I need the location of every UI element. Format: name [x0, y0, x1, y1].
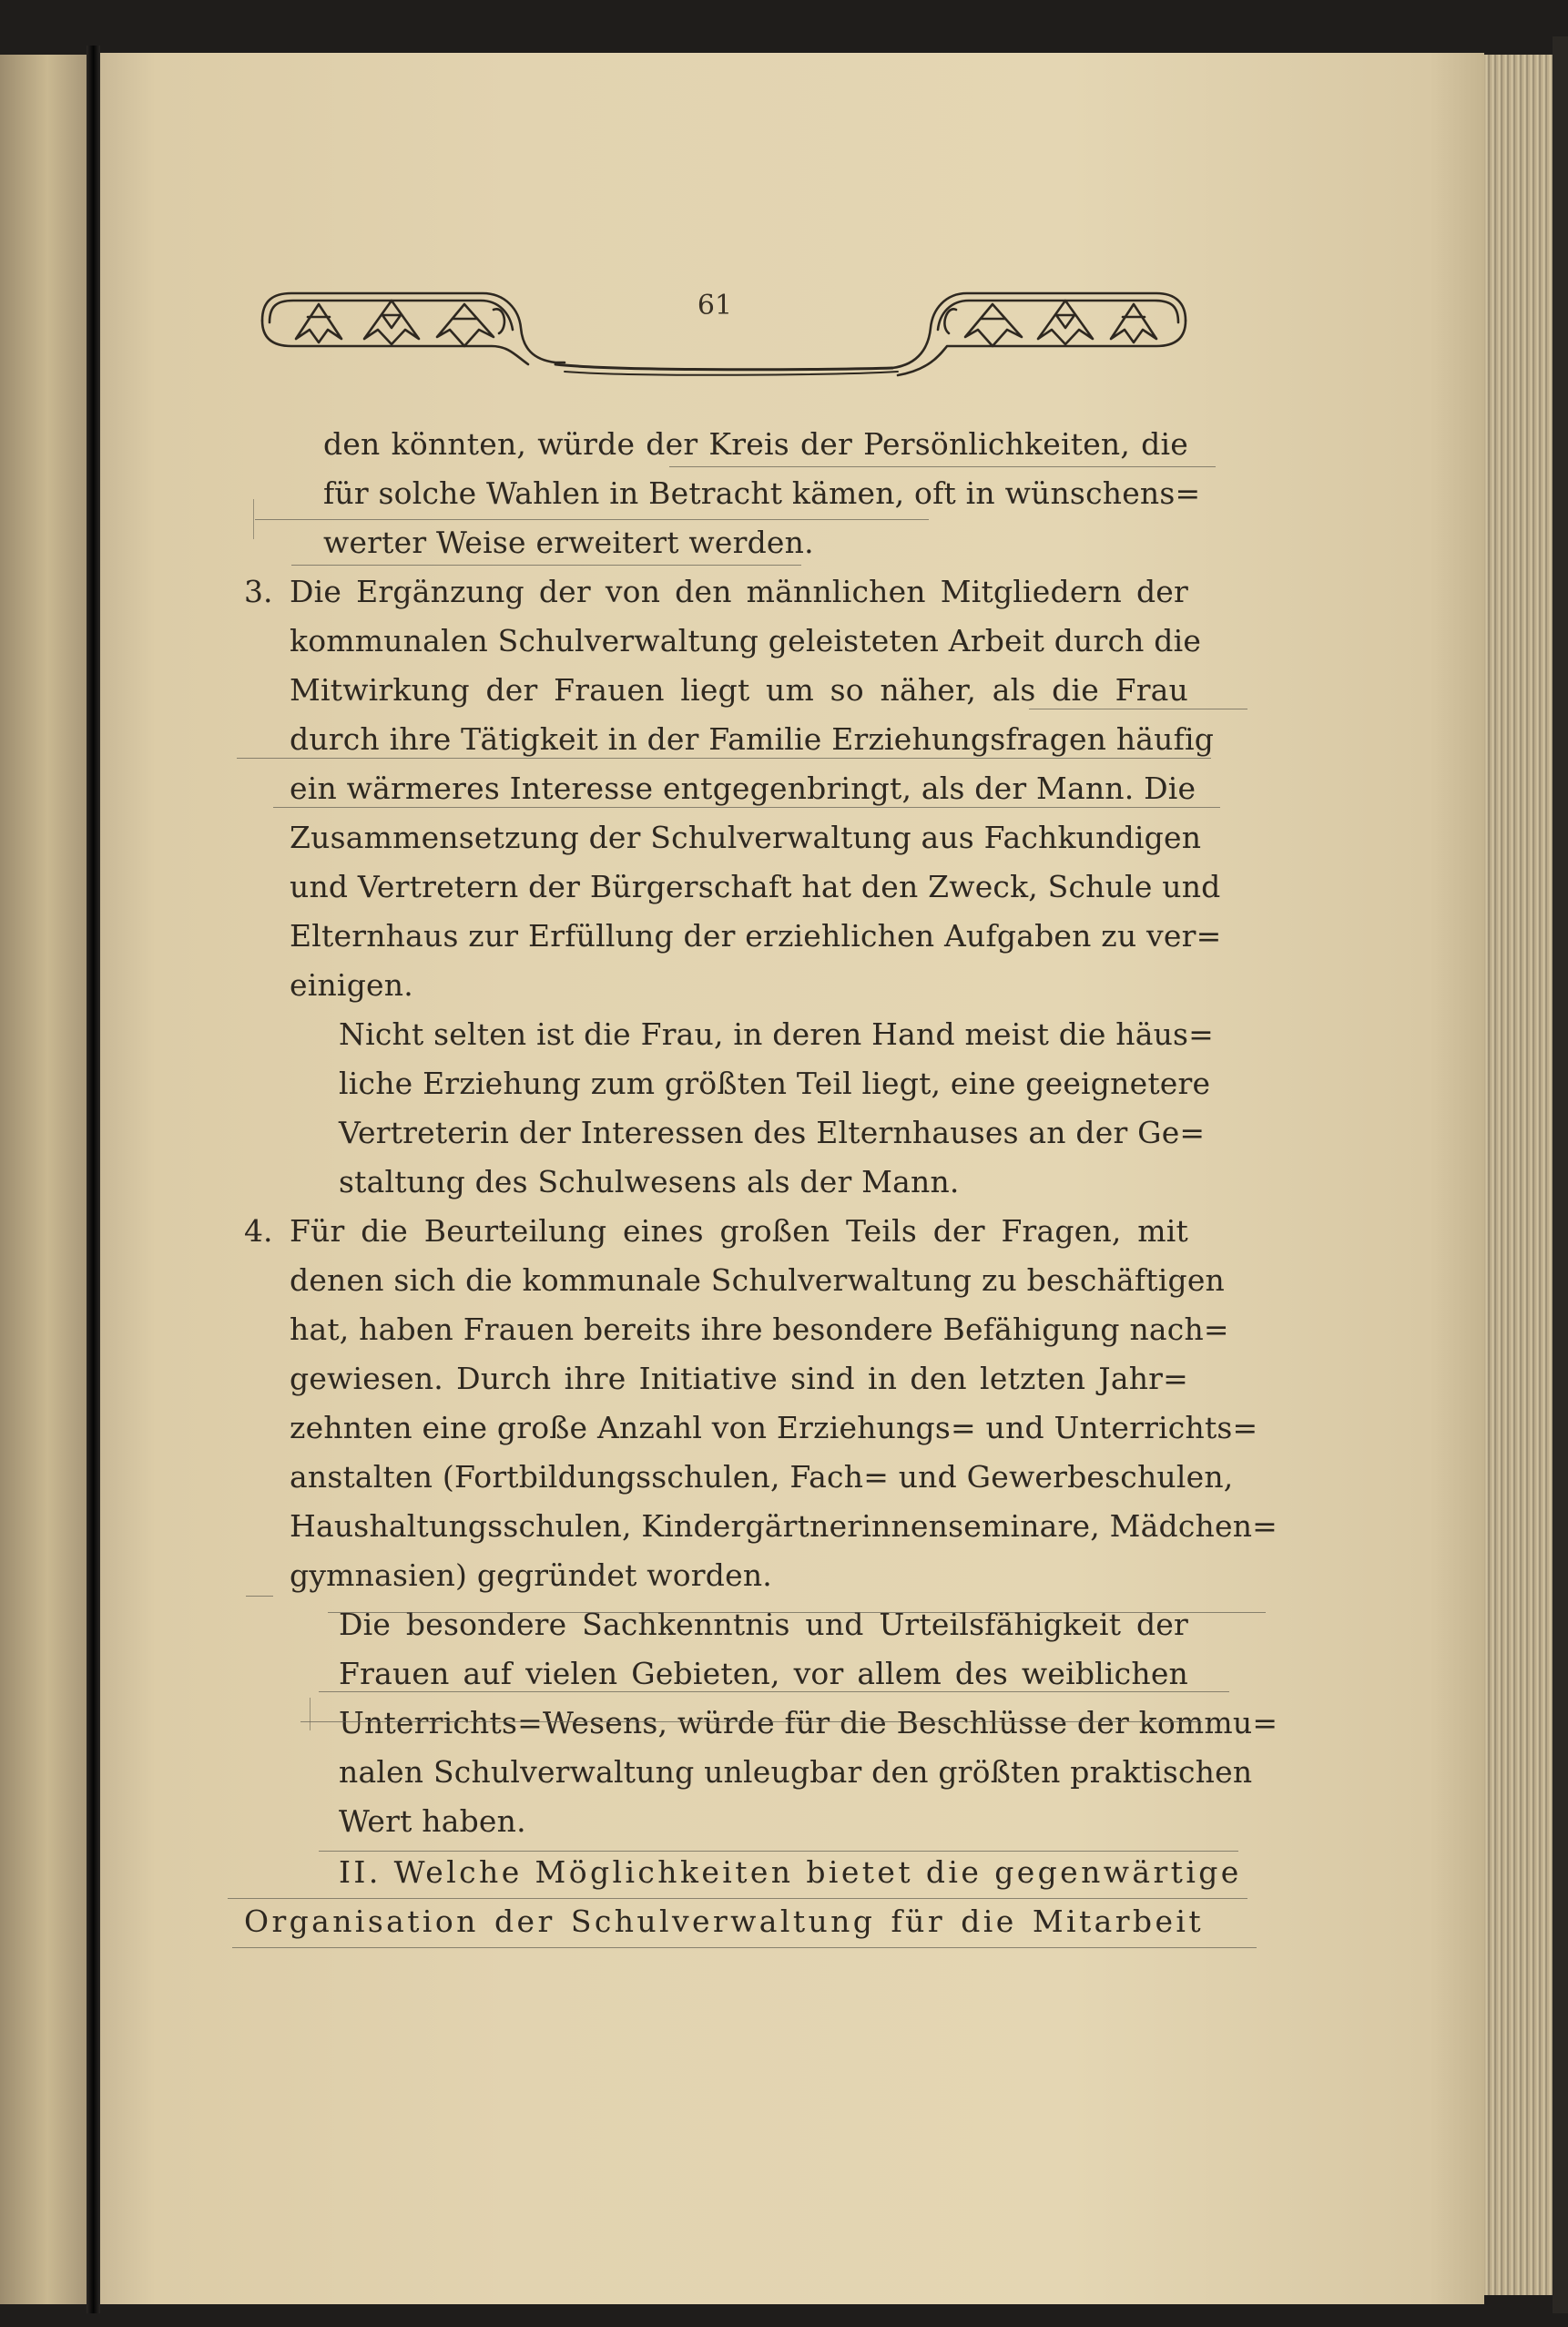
text-line: einigen. — [290, 967, 413, 1003]
pencil-underline — [300, 1721, 1202, 1722]
pencil-underline — [319, 1691, 1229, 1692]
text-line: Haushaltungsschulen, Kindergärtnerinnenseminare, Mädchen= — [290, 1508, 1278, 1544]
section-heading-line: Organisation der Schulverwaltung für die Mitarbeit — [244, 1903, 1204, 1939]
text-line: Nicht selten ist die Frau, in deren Hand meist die häus= — [339, 1016, 1215, 1052]
ornament-baseline-inner — [565, 372, 898, 375]
text-line: Unterrichts=Wesens, würde für die Beschlüsse der kommu= — [339, 1705, 1278, 1740]
item-number: 4. — [244, 1213, 273, 1249]
text-line: Mitwirkung der Frauen liegt um so näher, als die Frau — [290, 672, 1188, 708]
pencil-underline — [232, 1947, 1257, 1948]
facing-page-edge — [0, 55, 87, 2304]
pencil-margin-mark — [310, 1698, 311, 1730]
text-line: Die besondere Sachkenntnis und Urteilsfähigkeit der — [339, 1607, 1188, 1642]
text-line: Vertreterin der Interessen des Elternhauses an der Ge= — [339, 1115, 1206, 1150]
ornament-baseline — [555, 364, 892, 370]
right-ornament — [892, 293, 1186, 375]
pencil-underline — [291, 565, 801, 566]
text-line: Zusammensetzung der Schulverwaltung aus Fachkundigen — [290, 820, 1202, 855]
text-line: für solche Wahlen in Betracht kämen, oft in wünschens= — [323, 475, 1201, 511]
pencil-underline — [255, 519, 929, 520]
text-line: hat, haben Frauen bereits ihre besondere Befähigung nach= — [290, 1311, 1229, 1347]
pencil-underline — [669, 466, 1216, 467]
pencil-underline — [246, 1596, 273, 1597]
left-ornament — [262, 293, 565, 364]
text-line: Für die Beurteilung eines großen Teils der Fragen, mit — [290, 1213, 1188, 1249]
text-line: staltung des Schulwesens als der Mann. — [339, 1164, 960, 1199]
text-line: den könnten, würde der Kreis der Persönlichkeiten, die — [323, 426, 1188, 462]
text-line: gewiesen. Durch ihre Initiative sind in den letzten Jahr= — [290, 1361, 1188, 1396]
text-line: Elternhaus zur Erfüllung der erziehlichen Aufgaben zu ver= — [290, 918, 1222, 954]
text-line: durch ihre Tätigkeit in der Familie Erziehungsfragen häufig — [290, 721, 1215, 757]
book-cover-edge — [1553, 36, 1568, 2313]
book-gutter — [87, 46, 100, 2313]
text-line: werter Weise erweitert werden. — [323, 525, 814, 560]
pencil-underline — [273, 807, 1220, 808]
text-line: denen sich die kommunale Schulverwaltung zu beschäftigen — [290, 1262, 1226, 1298]
pencil-underline — [237, 758, 1211, 759]
text-line: und Vertretern der Bürgerschaft hat den Zweck, Schule und — [290, 869, 1221, 904]
text-line: Frauen auf vielen Gebieten, vor allem des weiblichen — [339, 1656, 1188, 1691]
text-line: liche Erziehung zum größten Teil liegt, eine geeignetere — [339, 1066, 1211, 1101]
text-line: Wert haben. — [339, 1803, 526, 1839]
pencil-underline — [228, 1898, 1247, 1899]
pencil-underline — [319, 1851, 1238, 1852]
page-block-edges — [1484, 55, 1553, 2295]
text-line: anstalten (Fortbildungsschulen, Fach= und Gewerbeschulen, — [290, 1459, 1234, 1495]
text-line: ein wärmeres Interesse entgegenbringt, als der Mann. Die — [290, 771, 1196, 806]
page-number: 61 — [697, 290, 733, 321]
text-line: kommunalen Schulverwaltung geleisteten Arbeit durch die — [290, 623, 1202, 658]
item-number: 3. — [244, 574, 273, 609]
text-line: nalen Schulverwaltung unleugbar den größten praktischen — [339, 1754, 1253, 1790]
text-line: Die Ergänzung der von den männlichen Mitgliedern der — [290, 574, 1188, 609]
pencil-underline — [328, 1612, 1266, 1613]
text-line: gymnasien) gegründet worden. — [290, 1557, 772, 1593]
pencil-margin-mark — [253, 499, 254, 539]
section-heading-line: II. Welche Möglichkeiten bietet die gegenwärtige — [339, 1854, 1242, 1890]
text-line: zehnten eine große Anzahl von Erziehungs= und Unterrichts= — [290, 1410, 1258, 1445]
